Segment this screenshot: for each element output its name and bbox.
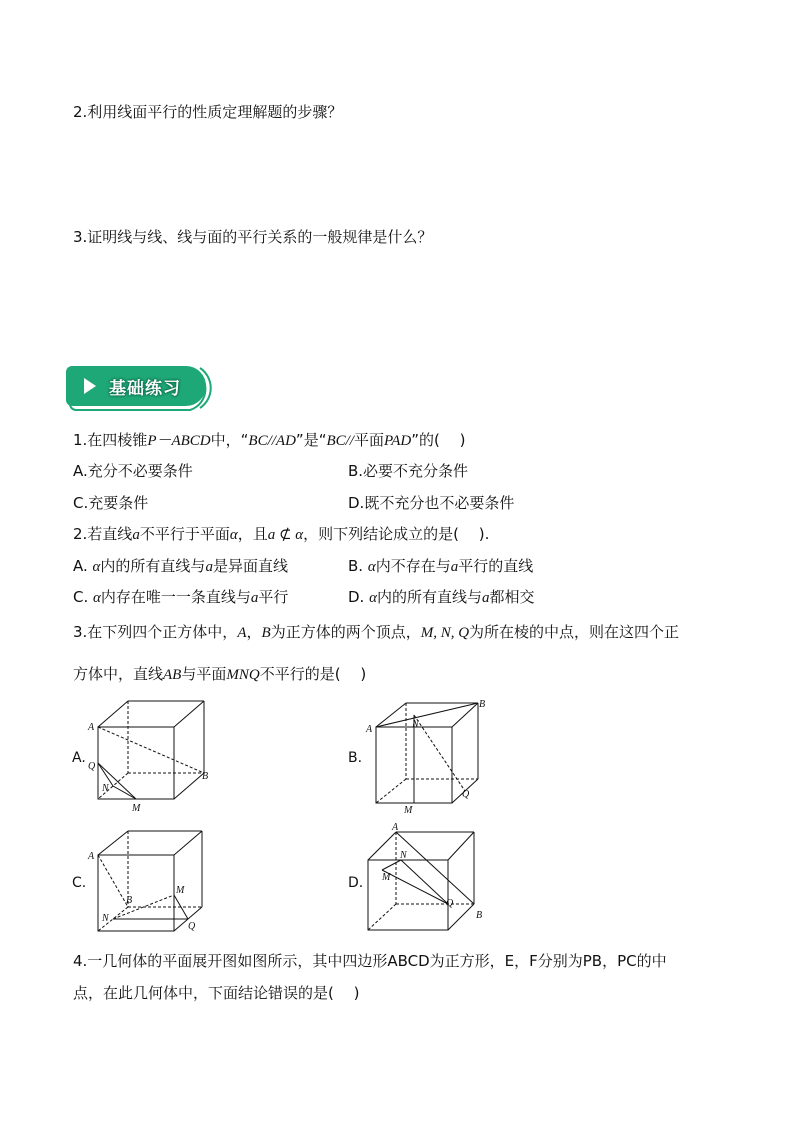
q3-stem-line2: 方体中，直线AB与平面MNQ不平行的是( ) bbox=[73, 665, 367, 683]
vertex-m-label: M bbox=[176, 885, 185, 896]
q2-option-a[interactable]: A. α内的所有直线与a是异面直线 bbox=[73, 557, 288, 575]
q2-option-d[interactable]: D. α内的所有直线与a都相交 bbox=[348, 588, 535, 606]
vertex-a-label: A bbox=[88, 722, 95, 733]
vertex-b-label: B bbox=[476, 910, 483, 921]
vertex-n-label: N bbox=[400, 850, 407, 861]
q3-option-b-label[interactable]: B. bbox=[348, 750, 363, 766]
q3-option-d-label[interactable]: D. bbox=[348, 875, 364, 891]
q1-stem: 1.在四棱锥P－ABCD中，“BC//AD”是“BC//平面PAD”的( ) bbox=[73, 431, 466, 449]
vertex-n-label: N bbox=[102, 913, 109, 924]
section-title: 基础练习 bbox=[109, 379, 181, 399]
q1-option-a[interactable]: A.充分不必要条件 bbox=[73, 462, 193, 480]
vertex-m-label: M bbox=[132, 803, 141, 813]
q3-option-d-cube[interactable] bbox=[362, 820, 492, 938]
q4-stem-line2: 点，在此几何体中，下面结论错误的是( ) bbox=[73, 984, 360, 1002]
q3-option-b-cube[interactable] bbox=[362, 695, 492, 813]
vertex-q-label: Q bbox=[446, 898, 454, 909]
q1-option-c[interactable]: C.充要条件 bbox=[73, 494, 149, 512]
vertex-q-label: Q bbox=[88, 761, 96, 772]
q2-stem: 2.若直线a不平行于平面α，且a ⊄ α，则下列结论成立的是( ). bbox=[73, 525, 490, 543]
q3-option-a-cube[interactable] bbox=[84, 695, 214, 813]
vertex-m-label: M bbox=[382, 872, 391, 883]
vertex-n-label: N bbox=[102, 783, 109, 794]
vertex-a-label: A bbox=[366, 724, 373, 735]
vertex-n-label: N bbox=[412, 719, 419, 730]
q3-option-a-label[interactable]: A. bbox=[72, 750, 86, 766]
q3-option-c-cube[interactable] bbox=[84, 825, 214, 937]
q3-stem-line1: 3.在下列四个正方体中，A，B为正方体的两个顶点，M, N, Q为所在棱的中点，则在这四个正 bbox=[73, 623, 680, 641]
vertex-b-label: B bbox=[479, 699, 486, 710]
vertex-q-label: Q bbox=[462, 789, 470, 800]
vertex-b-label: B bbox=[202, 771, 209, 782]
vertex-b-label: B bbox=[126, 895, 133, 906]
q2-option-c[interactable]: C. α内存在唯一一条直线与a平行 bbox=[73, 588, 289, 606]
q2-option-b[interactable]: B. α内不存在与a平行的直线 bbox=[348, 557, 534, 575]
q1-option-b[interactable]: B.必要不充分条件 bbox=[348, 462, 469, 480]
vertex-a-label: A bbox=[88, 851, 95, 862]
review-question-3: 3.证明线与线、线与面的平行关系的一般规律是什么？ bbox=[73, 228, 433, 246]
vertex-m-label: M bbox=[404, 805, 413, 813]
review-question-2: 2.利用线面平行的性质定理解题的步骤？ bbox=[73, 103, 343, 121]
q4-stem-line1: 4.一几何体的平面展开图如图所示，其中四边形ABCD为正方形，E，F分别为PB，PC的中 bbox=[73, 952, 667, 970]
vertex-q-label: Q bbox=[188, 921, 196, 932]
q3-option-c-label[interactable]: C. bbox=[72, 875, 87, 891]
q1-option-d[interactable]: D.既不充分也不必要条件 bbox=[348, 494, 515, 512]
vertex-a-label: A bbox=[392, 822, 399, 833]
